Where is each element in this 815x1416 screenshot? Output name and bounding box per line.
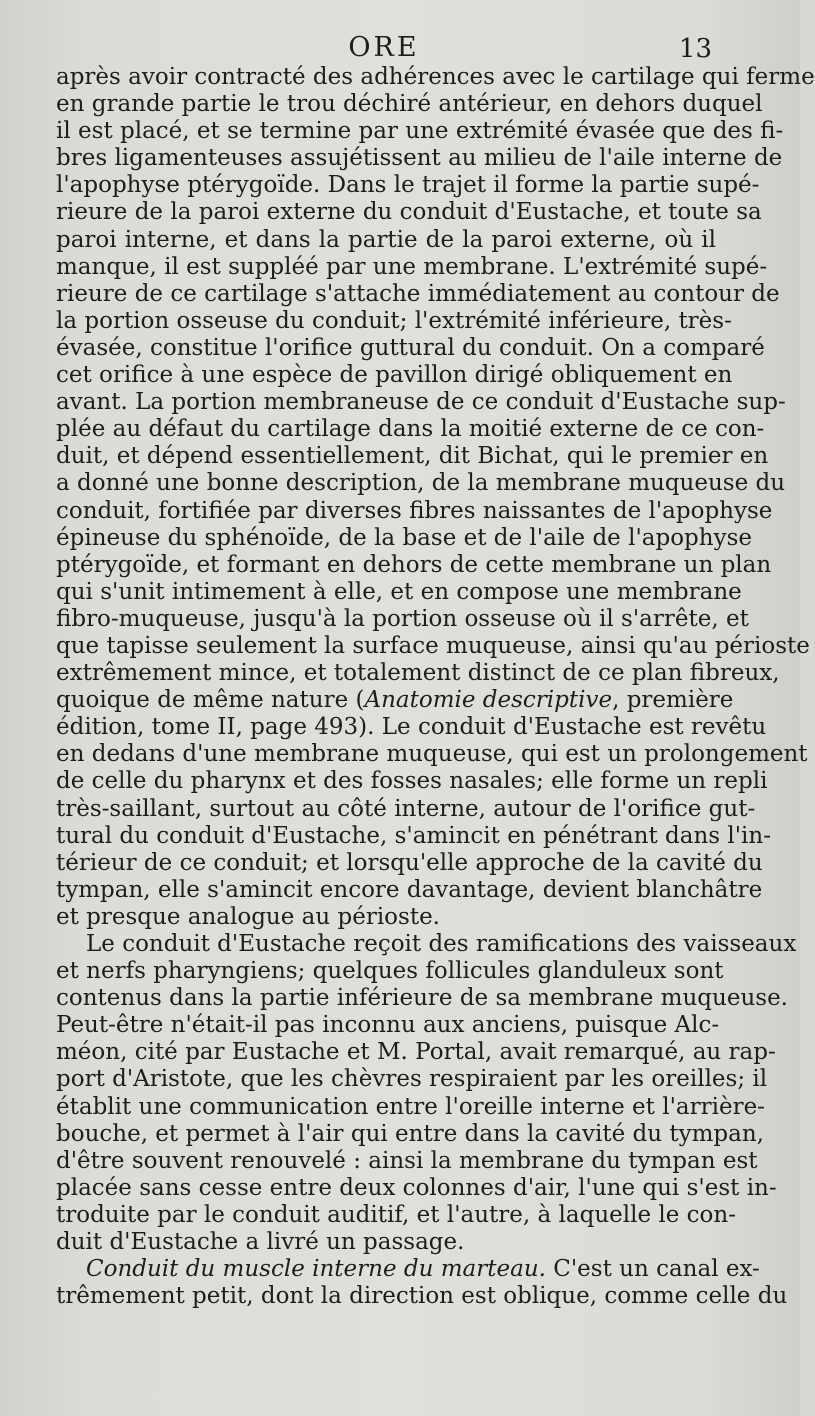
text-line: en dedans d'une membrane muqueuse, qui est un prolongement	[56, 741, 808, 768]
text-segment: , première	[612, 687, 734, 714]
text-line: de celle du pharynx et des fosses nasales; elle forme un repli	[56, 768, 768, 795]
text-line: avant. La portion membraneuse de ce conduit d'Eustache sup-	[56, 389, 786, 416]
text-segment: C'est un canal ex-	[545, 1256, 760, 1283]
text-line: d'être souvent renouvelé : ainsi la membrane du tympan est	[56, 1147, 758, 1174]
text-line: il est placé, et se termine par une extrémité évasée que des fi-	[56, 118, 784, 145]
text-line: et presque analogue au périoste.	[56, 903, 440, 930]
text-line: édition, tome II, page 493). Le conduit d'Eustache est revêtu	[56, 714, 767, 741]
text-line: placée sans cesse entre deux colonnes d'air, l'une qui s'est in-	[56, 1174, 777, 1201]
text-line: établit une communication entre l'oreille interne et l'arrière-	[56, 1093, 765, 1120]
text-line	[56, 1256, 760, 1283]
text-line: térieur de ce conduit; et lorsqu'elle approche de la cavité du	[56, 849, 763, 876]
text-line	[56, 687, 734, 714]
text-line: Le conduit d'Eustache reçoit des ramifications des vaisseaux	[86, 931, 797, 957]
text-line: fibro-muqueuse, jusqu'à la portion osseuse où il s'arrête, et	[56, 605, 749, 632]
text-line: port d'Aristote, que les chèvres respiraient par les oreilles; il	[56, 1066, 768, 1093]
text-line: troduite par le conduit auditif, et l'autre, à laquelle le con-	[56, 1201, 736, 1228]
italic-text: Conduit du muscle interne du marteau.	[86, 1256, 546, 1283]
text-line: ptérygoïde, et formant en dehors de cette membrane un plan	[56, 551, 772, 578]
text-line: conduit, fortifiée par diverses fibres naissantes de l'apophyse	[56, 497, 773, 524]
page-number: 13	[678, 34, 712, 64]
text-line: épineuse du sphénoïde, de la base et de l'aile de l'apophyse	[56, 524, 752, 551]
text-line: rieure de la paroi externe du conduit d'Eustache, et toute sa	[56, 199, 762, 226]
text-line: rieure de ce cartilage s'attache immédiatement au contour de	[56, 280, 780, 307]
text-line: duit, et dépend essentiellement, dit Bichat, qui le premier en	[56, 443, 769, 470]
text-line: manque, il est suppléé par une membrane. L'extrémité supé-	[56, 253, 768, 280]
text-line: après avoir contracté des adhérences avec le cartilage qui ferme	[56, 64, 815, 90]
text-line: très-saillant, surtout au côté interne, autour de l'orifice gut-	[56, 795, 756, 822]
body-text	[56, 64, 815, 1310]
text-line: extrêmement mince, et totalement distinct de ce plan fibreux,	[56, 660, 780, 687]
text-line: en grande partie le trou déchiré antérieur, en dehors duquel	[56, 91, 763, 118]
text-line: bres ligamenteuses assujétissent au milieu de l'aile interne de	[56, 145, 783, 172]
text-line: plée au défaut du cartilage dans la moitié externe de ce con-	[56, 416, 765, 443]
text-line: que tapisse seulement la surface muqueuse, ainsi qu'au périoste	[56, 632, 810, 659]
running-title: ORE	[348, 32, 420, 63]
text-line: l'apophyse ptérygoïde. Dans le trajet il forme la partie supé-	[56, 172, 760, 199]
text-line: cet orifice à une espèce de pavillon dirigé obliquement en	[56, 362, 733, 389]
text-line: a donné une bonne description, de la membrane muqueuse du	[56, 470, 786, 497]
text-line: et nerfs pharyngiens; quelques follicules glanduleux sont	[56, 958, 724, 985]
text-line: qui s'unit intimement à elle, et en compose une membrane	[56, 578, 742, 605]
text-line: méon, cité par Eustache et M. Portal, avait remarqué, au rap-	[56, 1039, 776, 1066]
text-line: la portion osseuse du conduit; l'extrémité inférieure, très-	[56, 307, 732, 334]
text-line: tympan, elle s'amincit encore davantage, devient blanchâtre	[56, 876, 763, 903]
text-line: bouche, et permet à l'air qui entre dans la cavité du tympan,	[56, 1120, 764, 1147]
text-line: paroi interne, et dans la partie de la paroi externe, où il	[56, 226, 716, 253]
text-line: duit d'Eustache a livré un passage.	[56, 1229, 465, 1256]
text-line: Peut-être n'était-il pas inconnu aux anciens, puisque Alc-	[56, 1012, 720, 1039]
text-line: évasée, constitue l'orifice guttural du conduit. On a comparé	[56, 334, 765, 361]
text-segment: quoique de même nature (	[56, 687, 365, 714]
text-line: contenus dans la partie inférieure de sa membrane muqueuse.	[56, 985, 788, 1012]
text-line: tural du conduit d'Eustache, s'amincit en pénétrant dans l'in-	[56, 822, 771, 849]
italic-text: Anatomie descriptive	[364, 687, 613, 714]
text-line: trêmement petit, dont la direction est oblique, comme celle du	[56, 1283, 788, 1310]
